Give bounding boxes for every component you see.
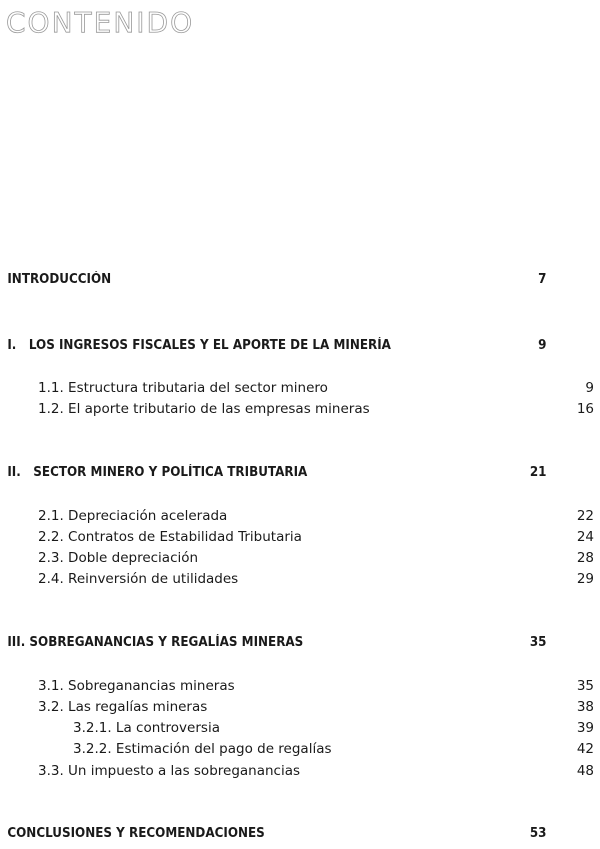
toc-entry-label: 3.1. Sobreganancias mineras <box>38 678 235 694</box>
toc-entry-3-3 <box>0 763 600 779</box>
toc-entry-page: 22 <box>576 508 594 524</box>
toc-entry-label: 3.2.2. Estimación del pago de regalías <box>73 741 332 757</box>
toc-entry-3-2-1 <box>0 720 600 736</box>
toc-entry-chapter-3 <box>0 635 552 650</box>
toc-entry-page: 35 <box>576 678 594 694</box>
toc-entry-page: 24 <box>576 529 594 545</box>
toc-entry-page: 29 <box>576 571 594 587</box>
toc-entry-label: 2.4. Reinversión de utilidades <box>38 571 239 587</box>
toc-entry-2-3 <box>0 550 600 566</box>
toc-entry-page: 9 <box>538 338 547 353</box>
toc-entry-2-2 <box>0 529 600 545</box>
toc-entry-page: 9 <box>585 380 594 396</box>
toc-entry-page: 35 <box>529 635 547 650</box>
toc-entry-label: 1.1. Estructura tributaria del sector minero <box>38 380 328 396</box>
toc-entry-label: I. LOS INGRESOS FISCALES Y EL APORTE DE LA MINERÍA <box>7 338 391 353</box>
toc-entry-page: 28 <box>576 550 594 566</box>
toc-entry-page: 38 <box>576 699 594 715</box>
toc-entry-3-1 <box>0 678 600 694</box>
toc-entry-label: 3.2.1. La controversia <box>73 720 220 736</box>
toc-entry-label: III. SOBREGANANCIAS Y REGALÍAS MINERAS <box>7 635 304 650</box>
toc-entry-page: 7 <box>538 272 547 287</box>
toc-entry-label: 2.2. Contratos de Estabilidad Tributaria <box>38 529 302 545</box>
toc-entry-3-2 <box>0 699 600 715</box>
toc-entry-page: 53 <box>529 826 547 841</box>
toc-entry-1-1 <box>0 380 600 396</box>
toc-entry-chapter-1 <box>0 338 552 353</box>
toc-entry-label: 1.2. El aporte tributario de las empresas mineras <box>38 401 370 417</box>
toc-entry-label: 2.3. Doble depreciación <box>38 550 199 566</box>
toc-entry-introduccion <box>0 272 552 287</box>
toc-entry-page: 42 <box>576 741 594 757</box>
toc-entry-2-1 <box>0 508 600 524</box>
toc-entry-page: 21 <box>529 465 547 480</box>
toc-entry-1-2 <box>0 401 600 417</box>
toc-entry-page: 39 <box>576 720 594 736</box>
toc-entry-3-2-2 <box>0 741 600 757</box>
toc-entry-label: 2.1. Depreciación acelerada <box>38 508 228 524</box>
toc-entry-label: II. SECTOR MINERO Y POLÍTICA TRIBUTARIA <box>7 465 308 480</box>
toc-entry-page: 48 <box>576 763 594 779</box>
toc-entry-label: CONCLUSIONES Y RECOMENDACIONES <box>7 826 265 841</box>
toc-entry-2-4 <box>0 571 600 587</box>
toc-entry-chapter-2 <box>0 465 552 480</box>
toc-entry-label: 3.2. Las regalías mineras <box>38 699 208 715</box>
toc-entry-page: 16 <box>576 401 594 417</box>
page-title: CONTENIDO <box>6 6 195 39</box>
toc-entry-conclusiones <box>0 826 552 841</box>
toc-entry-label: INTRODUCCIÓN <box>7 272 112 287</box>
toc-entry-label: 3.3. Un impuesto a las sobreganancias <box>38 763 301 779</box>
